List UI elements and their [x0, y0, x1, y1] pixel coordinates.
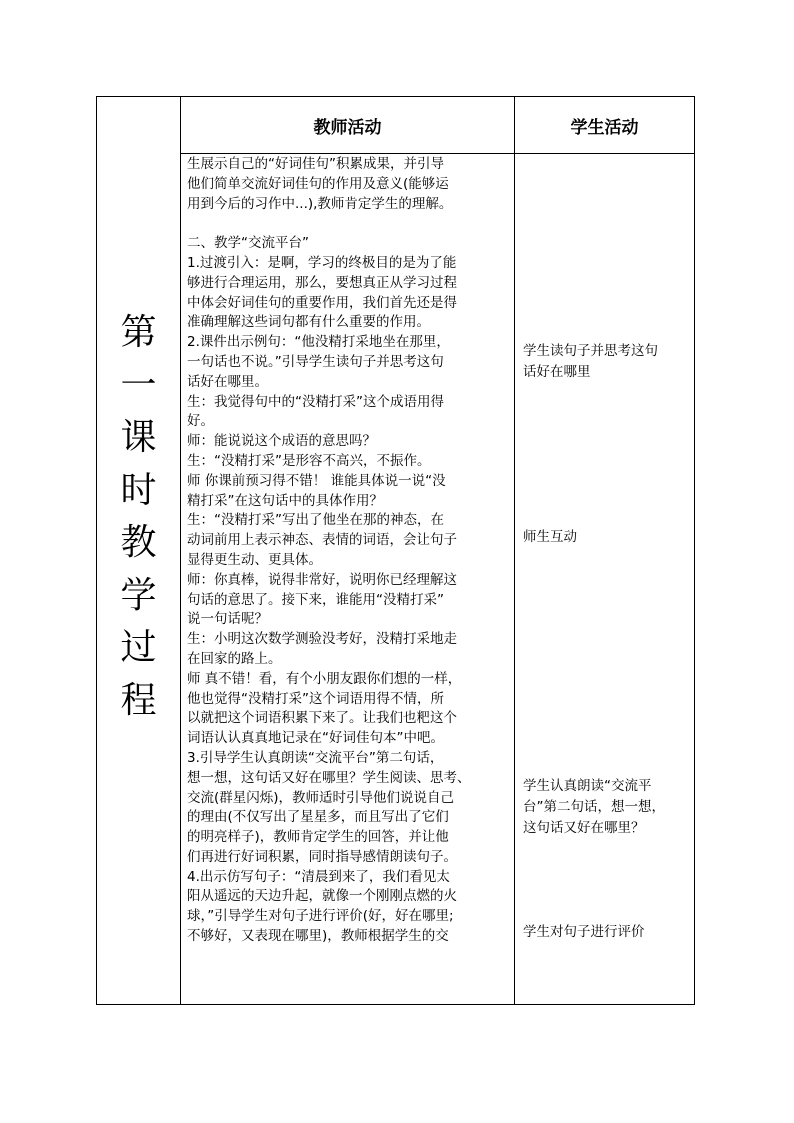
column-divider-left: [180, 97, 181, 1004]
lesson-stage-title: [97, 307, 180, 727]
teacher-line: 师 真不错！看，有个小朋友跟你们想的一样，: [187, 670, 462, 687]
teacher-line: 在回家的路上。: [187, 650, 282, 667]
title-char: 一: [120, 364, 157, 406]
teacher-line: 句话的意思了。接下来，谁能用“没精打采”: [187, 591, 444, 608]
title-char: 时: [120, 469, 157, 511]
title-char: 程: [120, 679, 157, 721]
teacher-line: 词语认认真真地记录在“好词佳句本”中吧。: [187, 730, 444, 747]
student-activity-header: 学生活动: [570, 117, 639, 138]
teacher-line: 用到今后的习作中...),教师肯定学生的理解。: [187, 195, 453, 212]
student-note-1: 学生读句子并思考这句 话好在哪里: [523, 343, 658, 380]
teacher-line: 们再进行好词积累，同时指导感情朗读句子。: [187, 848, 457, 865]
teacher-line: 的理由(不仅写出了星星多，而且写出了它们: [187, 809, 449, 826]
teacher-line: 动词前用上表示神态、表情的词语，会让句子: [187, 532, 457, 549]
teacher-line: [187, 214, 515, 234]
teacher-line: 二、教学“交流平台”: [187, 235, 309, 252]
teacher-line: 师：你真棒，说得非常好，说明你已经理解这: [187, 571, 457, 588]
teacher-line: 师：能说说这个成语的意思吗？: [187, 433, 376, 450]
teacher-line: 球，”引导学生对句子进行评价(好，好在哪里;: [187, 908, 454, 925]
teacher-line: 1.过渡引入：是啊，学习的终极目的是为了能: [187, 254, 457, 271]
teacher-activity-content: [187, 155, 515, 947]
teacher-line: 说一句话呢？: [187, 611, 268, 628]
teacher-line: 生：“没精打采”是形容不高兴，不振作。: [187, 452, 431, 469]
title-char: 第: [120, 312, 157, 353]
teacher-line: 话好在哪里。: [187, 373, 268, 390]
teacher-line: 生展示自己的“好词佳句”积累成果，并引导: [187, 156, 444, 172]
teacher-line: 显得更生动、更具体。: [187, 551, 322, 568]
teacher-line: 以就把这个词语积累下来了。让我们也粑这个: [187, 710, 457, 727]
lesson-plan-table: [96, 96, 695, 1005]
teacher-line: 交流(群星闪烁)，教师适时引导他们说说自己: [187, 789, 455, 806]
teacher-line: 的明亮样子)，教师肯定学生的回答，并让他: [187, 829, 449, 846]
teacher-line: 4.出示仿写句子：“清晨到来了，我们看见太: [187, 868, 450, 885]
teacher-line: 不够好，又表现在哪里)，教师根据学生的交: [187, 928, 449, 945]
header-divider: [180, 153, 694, 154]
title-char: 课: [120, 417, 157, 458]
teacher-line: 生：小明这次数学测验没考好，没精打采地走: [187, 631, 457, 648]
student-note-2: 师生互动: [523, 529, 577, 545]
teacher-line: 准确理解这些词句都有什么重要的作用。: [187, 314, 430, 331]
teacher-line: 3.引导学生认真朗读“交流平台”第二句话，: [187, 749, 444, 766]
title-char: 过: [120, 627, 157, 668]
student-note-3: 学生认真朗读“交流平 台”第二句话，想一想， 这句话又好在哪里？: [523, 778, 665, 836]
title-char: 学: [120, 574, 157, 616]
teacher-line: 师 你课前预习得不错！ 谁能具体说一说“没: [187, 472, 446, 489]
teacher-line: 中体会好词佳句的重要作用，我们首先还是得: [187, 294, 457, 311]
teacher-line: 生：“没精打采”写出了他坐在那的神态，在: [187, 512, 444, 529]
title-char: 教: [120, 522, 157, 563]
student-note-4: 学生对句子进行评价: [523, 924, 645, 940]
teacher-line: 他们简单交流好词佳句的作用及意义(能够运: [187, 175, 449, 192]
teacher-line: 阳从遥远的天边升起，就像一个刚刚点燃的火: [187, 888, 457, 905]
teacher-line: 精打采”在这句话中的具体作用？: [187, 492, 383, 509]
teacher-activity-header: 教师活动: [313, 117, 382, 138]
teacher-line: 一句话也不说。”引导学生读句子并思考这句: [187, 353, 444, 370]
teacher-line: 好。: [187, 413, 214, 430]
teacher-line: 生：我觉得句中的“没精打采”这个成语用得: [187, 393, 444, 410]
teacher-line: 够进行合理运用，那么，要想真正从学习过程: [187, 274, 457, 291]
teacher-line: 2.课件出示例句：“他没精打采地坐在那里，: [187, 334, 450, 351]
teacher-line: 想一想，这句话又好在哪里？学生阅读、思考、: [187, 769, 471, 786]
teacher-line: 他也觉得“没精打采”这个词语用得不情，所: [187, 690, 444, 707]
